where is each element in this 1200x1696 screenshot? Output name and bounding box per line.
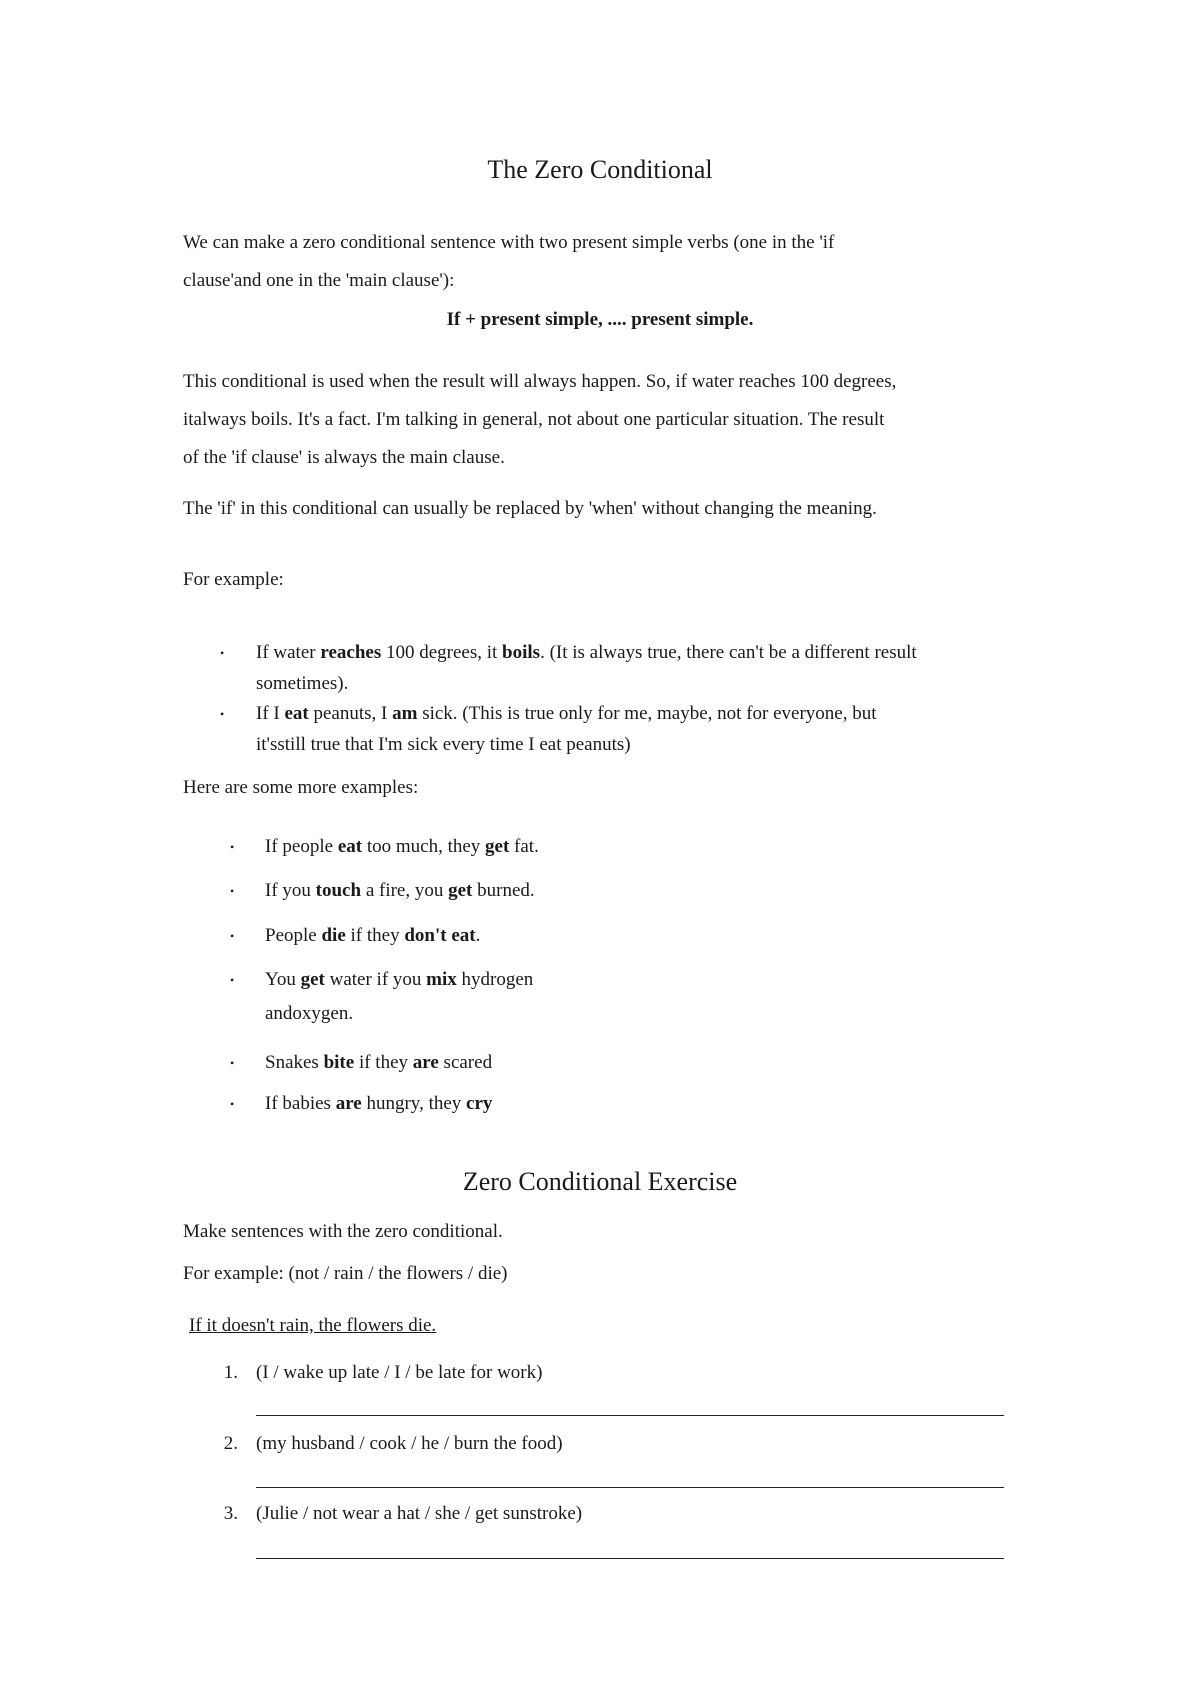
answer-line[interactable] bbox=[256, 1558, 1004, 1559]
example-item: People die if they don't eat. bbox=[265, 925, 481, 946]
bullet-icon: • bbox=[220, 707, 225, 721]
exercise-item-number: 3. bbox=[223, 1503, 238, 1524]
formula: If + present simple, .... present simple. bbox=[446, 309, 754, 330]
example-item: If I eat peanuts, I am sick. (This is true only for me, maybe, not for everyone, but bbox=[256, 703, 877, 724]
exercise-instruction: Make sentences with the zero conditional. bbox=[183, 1221, 503, 1242]
answer-line[interactable] bbox=[256, 1487, 1004, 1488]
bullet-icon: • bbox=[230, 884, 235, 898]
replace-note: The 'if' in this conditional can usually be replaced by 'when' without changing the meaning. bbox=[183, 498, 877, 519]
bullet-icon: • bbox=[230, 929, 235, 943]
bullet-icon: • bbox=[230, 973, 235, 987]
usage-line-2: italways boils. It's a fact. I'm talking in general, not about one particular situation. The result bbox=[183, 409, 885, 430]
exercise-title: Zero Conditional Exercise bbox=[462, 1167, 738, 1196]
intro-line-1: We can make a zero conditional sentence with two present simple verbs (one in the 'if bbox=[183, 232, 835, 253]
for-example-label: For example: bbox=[183, 569, 284, 590]
exercise-item-prompt: (I / wake up late / I / be late for work) bbox=[256, 1362, 543, 1383]
bullet-icon: • bbox=[230, 1056, 235, 1070]
page-title: The Zero Conditional bbox=[487, 155, 713, 184]
example-item-continuation: andoxygen. bbox=[265, 1003, 354, 1024]
exercise-item-number: 1. bbox=[223, 1362, 238, 1383]
exercise-item-prompt: (my husband / cook / he / burn the food) bbox=[256, 1433, 563, 1454]
answer-line[interactable] bbox=[256, 1415, 1004, 1416]
exercise-example-answer: If it doesn't rain, the flowers die. bbox=[189, 1315, 437, 1336]
bullet-icon: • bbox=[220, 646, 225, 660]
usage-line-1: This conditional is used when the result will always happen. So, if water reaches 100 degrees, bbox=[183, 371, 897, 392]
example-item: You get water if you mix hydrogen bbox=[265, 969, 534, 990]
intro-line-2: clause'and one in the 'main clause'): bbox=[183, 270, 455, 291]
example-item-continuation: sometimes). bbox=[256, 673, 349, 694]
exercise-item-number: 2. bbox=[223, 1433, 238, 1454]
exercise-item-prompt: (Julie / not wear a hat / she / get sunstroke) bbox=[256, 1503, 583, 1524]
bullet-icon: • bbox=[230, 1097, 235, 1111]
example-item-continuation: it'sstill true that I'm sick every time I eat peanuts) bbox=[256, 734, 631, 755]
example-item: If people eat too much, they get fat. bbox=[265, 836, 539, 857]
example-item: If babies are hungry, they cry bbox=[265, 1093, 493, 1114]
bullet-icon: • bbox=[230, 840, 235, 854]
example-item: If you touch a fire, you get burned. bbox=[265, 880, 535, 901]
exercise-example-prompt: For example: (not / rain / the flowers / die) bbox=[183, 1263, 508, 1284]
example-item: If water reaches 100 degrees, it boils. (It is always true, there can't be a different result bbox=[256, 642, 917, 663]
example-item: Snakes bite if they are scared bbox=[265, 1052, 493, 1073]
usage-line-3: of the 'if clause' is always the main clause. bbox=[183, 447, 505, 468]
more-examples-heading: Here are some more examples: bbox=[183, 777, 419, 798]
